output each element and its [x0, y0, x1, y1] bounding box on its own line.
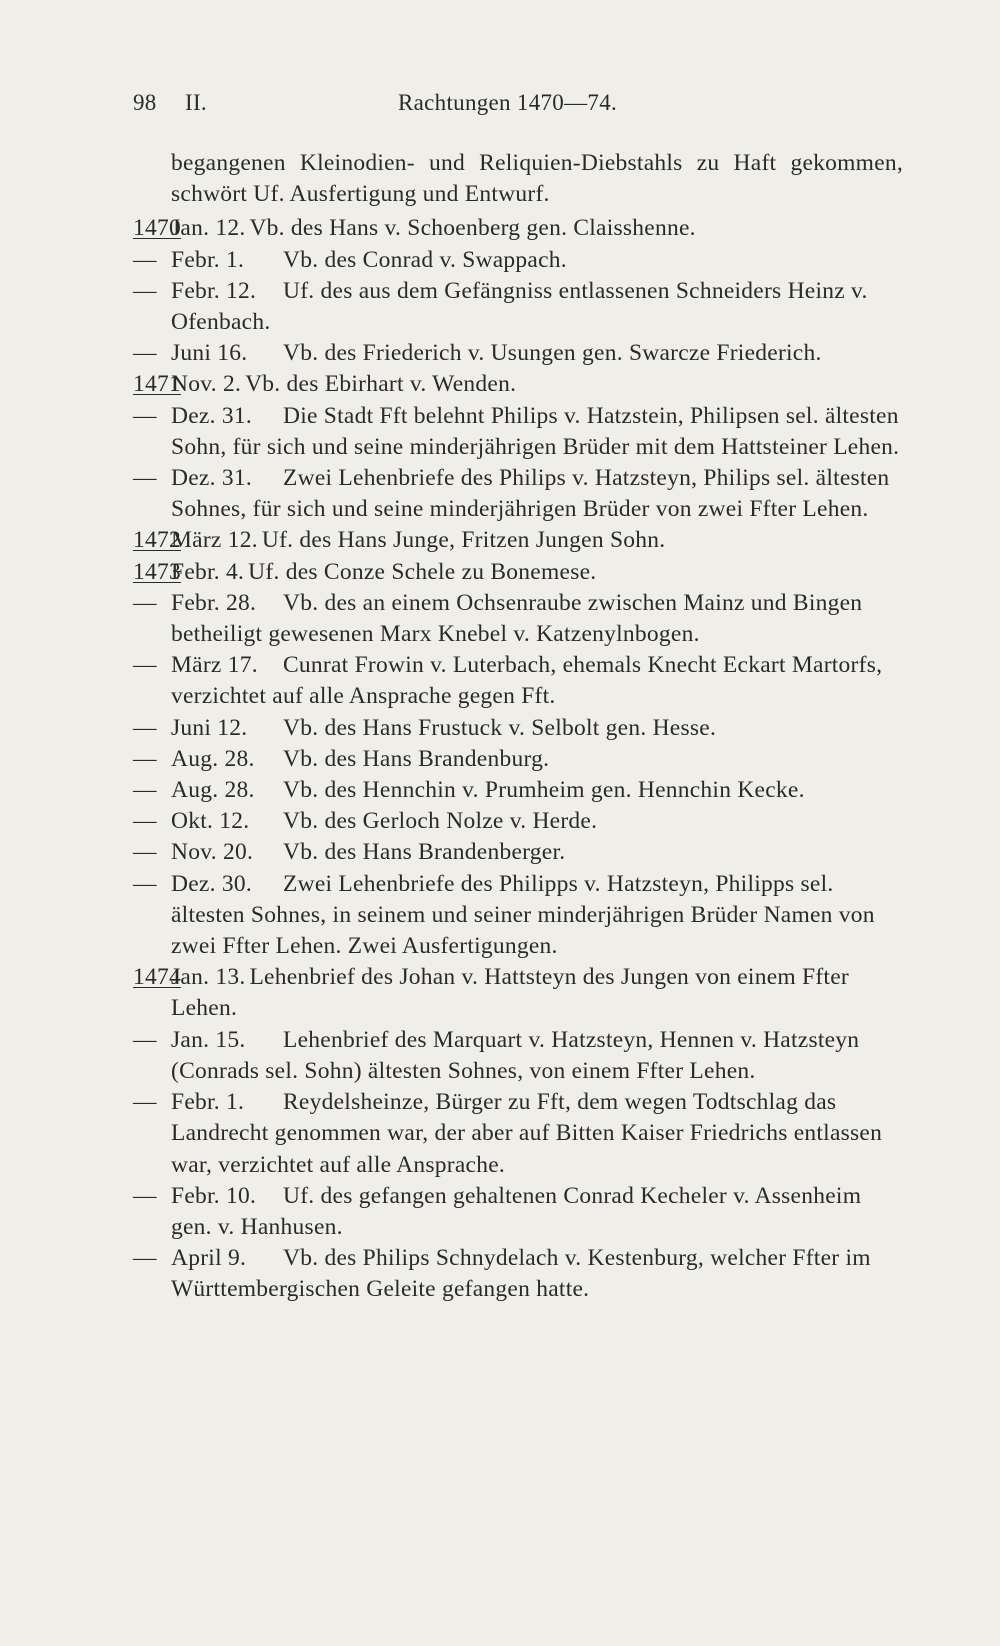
calendar-entry [133, 744, 903, 775]
page-body [133, 148, 903, 1306]
calendar-entry [133, 1087, 903, 1181]
entry-date: Jan. 15. [171, 1026, 246, 1053]
entry-dash: — [133, 1026, 157, 1053]
entry-text: Uf. des Hans Junge, Fritzen Jungen Sohn. [261, 527, 666, 554]
section-number: II. [185, 90, 207, 115]
entry-text: Vb. des an einem Ochsenraube zwischen Mainz und Bingen betheiligt gewesenen Marx Knebel v. Katzenylnbogen. [171, 589, 863, 648]
entry-dash: — [133, 246, 157, 273]
calendar-entry [133, 213, 903, 244]
calendar-entry [133, 276, 903, 338]
entry-dash: — [133, 808, 157, 835]
entry-dash: — [133, 340, 157, 367]
entry-text: Vb. des Ebirhart v. Wenden. [245, 371, 517, 398]
entry-date: Juni 12. [171, 714, 248, 741]
entry-dash: — [133, 465, 157, 492]
calendar-entry [133, 1243, 903, 1305]
entry-date: Aug. 28. [171, 777, 255, 804]
entry-date: Dez. 31. [171, 465, 252, 492]
entry-year: 1471 [133, 371, 181, 398]
entry-date: Aug. 28. [171, 745, 255, 772]
entry-list [133, 213, 903, 1305]
entry-dash: — [133, 870, 157, 897]
entry-text: Zwei Lehenbriefe des Philips v. Hatzsteyn, Philips sel. ältesten Sohnes, für sich und seine minderjährigen Brüder von zwei Ffter Lehen. [171, 465, 890, 523]
running-title: Rachtungen 1470—74. [398, 90, 618, 115]
entry-dash: — [133, 402, 157, 429]
entry-text: Lehenbrief des Marquart v. Hatzsteyn, Hennen v. Hatzsteyn (Conrads sel. Sohn) ältesten Sohnes, von einem Ffter Lehen. [171, 1026, 860, 1084]
entry-date: März 12. [171, 527, 258, 554]
entry-text: Uf. des gefangen gehaltenen Conrad Kecheler v. Assenheim gen. v. Hanhusen. [171, 1182, 862, 1240]
entry-text: Uf. des Conze Schele zu Bonemese. [248, 558, 597, 585]
calendar-entry [133, 588, 903, 650]
entry-dash: — [133, 777, 157, 804]
entry-text: Vb. des Hennchin v. Prumheim gen. Hennchin Kecke. [283, 777, 805, 804]
entry-date: Febr. 1. [171, 246, 245, 273]
entry-date: März 17. [171, 652, 258, 679]
entry-dash: — [133, 1089, 157, 1116]
entry-date: Jan. 12. [171, 215, 246, 242]
entry-text: Vb. des Hans Frustuck v. Selbolt gen. Hesse. [283, 714, 717, 741]
entry-dash: — [133, 714, 157, 741]
entry-text: Uf. des aus dem Gefängniss entlassenen Schneiders Heinz v. Ofenbach. [171, 277, 868, 336]
calendar-entry [133, 713, 903, 744]
calendar-entry [133, 962, 903, 1024]
calendar-entry [133, 1181, 903, 1243]
calendar-entry [133, 650, 903, 712]
entry-date: Febr. 1. [171, 1089, 245, 1116]
calendar-entry [133, 525, 903, 556]
entry-text: Zwei Lehenbriefe des Philipps v. Hatzsteyn, Philipps sel. ältesten Sohnes, in seinem und seiner minderjährigen Brüder Namen von zwei Ffter Lehen. Zwei Ausfertigungen. [171, 870, 875, 960]
entry-year: 1474 [133, 964, 181, 991]
entry-text: Vb. des Philips Schnydelach v. Kestenburg, welcher Ffter im Württembergischen Geleite gefangen hatte. [171, 1245, 871, 1303]
entry-text: Vb. des Hans Brandenberger. [283, 839, 566, 866]
calendar-entry [133, 338, 903, 369]
entry-dash: — [133, 589, 157, 616]
entry-date: Dez. 30. [171, 870, 252, 897]
calendar-entry [133, 557, 903, 588]
entry-year: 1472 [133, 527, 181, 554]
entry-date: Nov. 2. [171, 371, 242, 398]
entry-text: Vb. des Friederich v. Usungen gen. Swarcze Friederich. [283, 340, 822, 367]
entry-date: Juni 16. [171, 340, 248, 367]
entry-text: Vb. des Hans Brandenburg. [283, 745, 550, 772]
entry-text: Lehenbrief des Johan v. Hattsteyn des Jungen von einem Ffter Lehen. [171, 964, 849, 1022]
entry-dash: — [133, 652, 157, 679]
continued-entry-text: begangenen Kleinodien- und Reliquien-Diebstahls zu Haft gekommen, schwört Uf. Ausfertigung und Entwurf. [171, 150, 903, 208]
entry-dash: — [133, 277, 157, 304]
entry-text: Cunrat Frowin v. Luterbach, ehemals Knecht Eckart Martorfs, verzichtet auf alle Ansprache gegen Fft. [171, 652, 883, 710]
calendar-entry [133, 1025, 903, 1087]
entry-date: Febr. 28. [171, 589, 257, 616]
page-number: 98 [133, 90, 157, 115]
entry-date: Febr. 4. [171, 558, 245, 585]
entry-text: Vb. des Hans v. Schoenberg gen. Claisshenne. [249, 215, 696, 242]
entry-dash: — [133, 839, 157, 866]
entry-year: 1473 [133, 558, 181, 585]
entry-text: Vb. des Conrad v. Swappach. [283, 246, 567, 273]
calendar-entry [133, 245, 903, 276]
calendar-entry [133, 837, 903, 868]
entry-date: Nov. 20. [171, 839, 254, 866]
calendar-entry [133, 806, 903, 837]
entry-date: Jan. 13. [171, 964, 246, 991]
entry-date: April 9. [171, 1245, 247, 1272]
entry-date: Okt. 12. [171, 808, 250, 835]
entry-dash: — [133, 1182, 157, 1209]
entry-dash: — [133, 745, 157, 772]
entry-text: Vb. des Gerloch Nolze v. Herde. [283, 808, 598, 835]
calendar-entry [133, 775, 903, 806]
entry-year: 1470 [133, 215, 181, 242]
calendar-entry [133, 463, 903, 525]
calendar-entry [133, 369, 903, 400]
calendar-entry [133, 401, 903, 463]
entry-date: Dez. 31. [171, 402, 252, 429]
calendar-entry [133, 869, 903, 963]
entry-text: Reydelsheinze, Bürger zu Fft, dem wegen Todtschlag das Landrecht genommen war, der aber auf Bitten Kaiser Friedrichs entlassen war, verzichtet auf alle Ansprache. [171, 1089, 883, 1178]
entry-date: Febr. 12. [171, 277, 257, 304]
entry-date: Febr. 10. [171, 1182, 257, 1209]
entry-dash: — [133, 1245, 157, 1272]
entry-text: Die Stadt Fft belehnt Philips v. Hatzstein, Philipsen sel. ältesten Sohn, für sich und seine minderjährigen Brüder mit dem Hattsteiner Lehen. [171, 402, 900, 460]
